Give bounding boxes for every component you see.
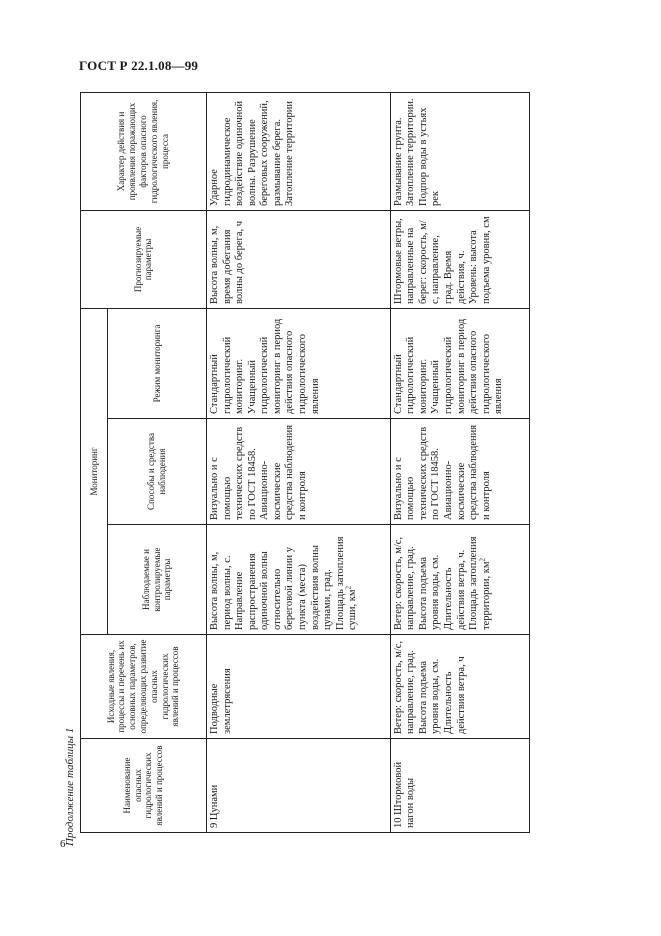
header-hazard-name: Наименование опасных гидрологических явлений и процессов [81,739,207,833]
observed-text: Высота волны, м, период волны, с. Направление распространения одиночной волны относительно береговой линии у пункта (места) воздействия волны цунами, град. Площадь затопления суши, км [208,536,359,630]
header-methods: Способы и средства наблюдения [108,419,207,525]
header-mode: Режим мониторинга [108,308,207,418]
table-caption: Продолжение таблицы 1 [64,727,76,846]
cell-initial: Подводные землетрясения [206,635,390,739]
header-observed-params: Наблюдаемые и контролируемые параметры [108,525,207,635]
cell-mode: Стандартный гидрологический мониторинг. Учащенный гидрологический мониторинг в период действия опасного гидрологического явления [390,308,529,418]
cell-hazard-name: 9 Цунами [206,739,390,833]
cell-forecast: Высота волны, м, время добегания волны до берега, ч [206,210,390,308]
table-row [206,92,390,832]
header-initial-phenomena: Исходные явления, процессы и перечень их основных параметров, определяющих развитие опасных гидрологических явлений и процессов [81,635,207,739]
cell-impact: Размывание грунта. Затопление территории. Подпор воды в устьях рек [390,92,529,210]
table-row [390,92,529,832]
unit-superscript: 2 [344,586,353,590]
header-impact-character: Характер действия и проявления поражающих факторов опасного гидрологического явления, процесса [81,92,207,210]
unit-superscript: 2 [478,557,487,562]
cell-observed [390,525,529,635]
header-monitoring: Мониторинг [81,308,108,634]
cell-mode: Стандартный гидрологический мониторинг. Учащенный гидрологический мониторинг в период действия опасного гидрологического явления [206,308,390,418]
page-number: 6 [60,838,66,850]
cell-hazard-name: 10 Штормовой нагон воды [390,739,529,833]
cell-observed [206,525,390,635]
cell-methods: Визуально и с помощью технических средств по ГОСТ 18458. Авиационно-космические средства наблюдения и контроля [206,419,390,525]
hazard-table [80,92,530,833]
cell-forecast: Штормовые ветры, направленные на берег: скорость, м/с, направление, град. Время действия, ч. Уровень: высота подъема уровня, см [390,210,529,308]
cell-impact: Ударное гидродинамическое воздействие одиночной волны. Разрушение береговых сооружений, размывание берега. Затопление территории [206,92,390,210]
observed-text: Ветер: скорость, м/с, направление, град. Высота подъема уровня воды, см. Длительность действия ветра, ч. Площадь затопления территории, км [392,536,492,630]
header-forecast-params: Прогнозируемые параметры [81,210,207,308]
standard-number: ГОСТ Р 22.1.08—99 [79,58,199,73]
rotated-table-region [80,93,530,833]
cell-methods: Визуально и с помощью технических средств по ГОСТ 18458. Авиационно-космические средства наблюдения и контроля [390,419,529,525]
cell-initial: Ветер: скорость, м/с, направление, град. Высота подъема уровня воды, см. Длительность действия ветра, ч [390,635,529,739]
